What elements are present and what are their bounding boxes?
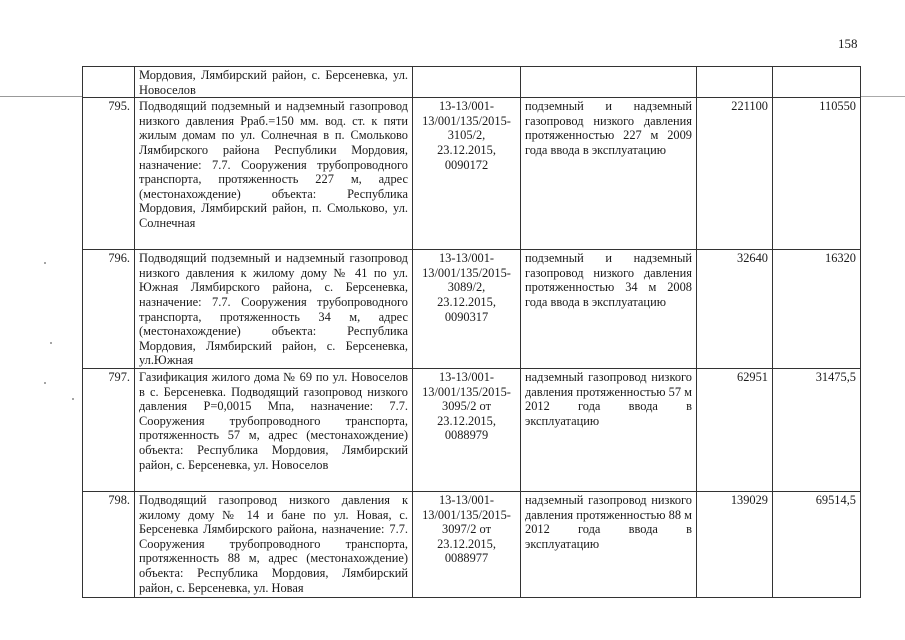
cell-object: Мордовия, Лямбирский район, с. Берсеневка, ул. Новоселов xyxy=(135,67,413,98)
registry-table xyxy=(82,66,861,598)
table-row xyxy=(83,250,861,369)
scan-dot xyxy=(44,382,46,384)
cell-cadastral: 13-13/001-13/001/135/2015-3097/2 от 23.12.2015, 0088977 xyxy=(413,491,521,597)
cell-value-2: 69514,5 xyxy=(773,491,861,597)
cell-value-2: 31475,5 xyxy=(773,368,861,491)
cell-value-2: 16320 xyxy=(773,250,861,369)
cell-value-1: 139029 xyxy=(697,491,773,597)
cell-object: Газификация жилого дома № 69 по ул. Новоселов в с. Берсеневка. Подводящий газопровод низкого давления Р=0,0015 Мпа, назначение: 7.7. Сооружения трубопроводного транспорта, протяженность 57 м, адрес (местонахождение) объекта: Республика Мордовия, Лямбирский район, с. Берсеневка, ул. Новоселов xyxy=(135,368,413,491)
table-row xyxy=(83,368,861,491)
cell-value-1: 62951 xyxy=(697,368,773,491)
cell-number: 797. xyxy=(83,368,135,491)
cell-description xyxy=(521,67,697,98)
cell-value-1: 32640 xyxy=(697,250,773,369)
scan-dot xyxy=(50,342,52,344)
scan-dot xyxy=(72,398,74,400)
cell-description: надземный газопровод низкого давления протяженностью 57 м 2012 года ввода в эксплуатацию xyxy=(521,368,697,491)
cell-description: подземный и надземный газопровод низкого давления протяженностью 227 м 2009 года ввода в эксплуатацию xyxy=(521,98,697,250)
cell-number xyxy=(83,67,135,98)
cell-value-2 xyxy=(773,67,861,98)
cell-number: 798. xyxy=(83,491,135,597)
scan-line-right xyxy=(860,96,905,97)
page-number: 158 xyxy=(838,36,858,51)
cell-value-1: 221100 xyxy=(697,98,773,250)
table-row-continuation xyxy=(83,67,861,98)
cell-object: Подводящий подземный и надземный газопровод низкого давления Рраб.=150 мм. вод. ст. к пяти жилым домам по ул. Солнечная в п. Смольково Лямбирского района Республики Мордовия, назначение: 7.7. Сооружения трубопроводного транспорта, протяженность 227 м, адрес (местонахождение) объекта: Республика Мордовия, Лямбирский район, п. Смольково, ул. Солнечная xyxy=(135,98,413,250)
table-row xyxy=(83,491,861,597)
table-row xyxy=(83,98,861,250)
cell-value-1 xyxy=(697,67,773,98)
scan-dot xyxy=(44,262,46,264)
cell-cadastral: 13-13/001-13/001/135/2015-3095/2 от 23.12.2015, 0088979 xyxy=(413,368,521,491)
cell-object: Подводящий газопровод низкого давления к жилому дому № 14 и бане по ул. Новая, с. Берсеневка Лямбирского района, назначение: 7.7. Сооружения трубопроводного транспорта, протяженность 88 м, адрес (местонахождение) объекта: Республика Мордовия, Лямбирский район, с. Берсеневка, ул. Новая xyxy=(135,491,413,597)
cell-cadastral: 13-13/001-13/001/135/2015-3089/2, 23.12.2015, 0090317 xyxy=(413,250,521,369)
cell-cadastral xyxy=(413,67,521,98)
cell-number: 796. xyxy=(83,250,135,369)
cell-value-2: 110550 xyxy=(773,98,861,250)
scan-line-left xyxy=(0,96,82,97)
cell-object: Подводящий подземный и надземный газопровод низкого давления к жилому дому № 41 по ул. Южная Лямбирского района, с. Берсеневка, назначение: 7.7. Сооружения трубопроводного транспорта, протяженность 34 м, адрес (местонахождение) объекта: Республика Мордовия, Лямбирский район, с. Берсеневка, ул.Южная xyxy=(135,250,413,369)
cell-description: подземный и надземный газопровод низкого давления протяженностью 34 м 2008 года ввода в эксплуатацию xyxy=(521,250,697,369)
cell-cadastral: 13-13/001-13/001/135/2015-3105/2, 23.12.2015, 0090172 xyxy=(413,98,521,250)
cell-number: 795. xyxy=(83,98,135,250)
cell-description: надземный газопровод низкого давления протяженностью 88 м 2012 года ввода в эксплуатацию xyxy=(521,491,697,597)
